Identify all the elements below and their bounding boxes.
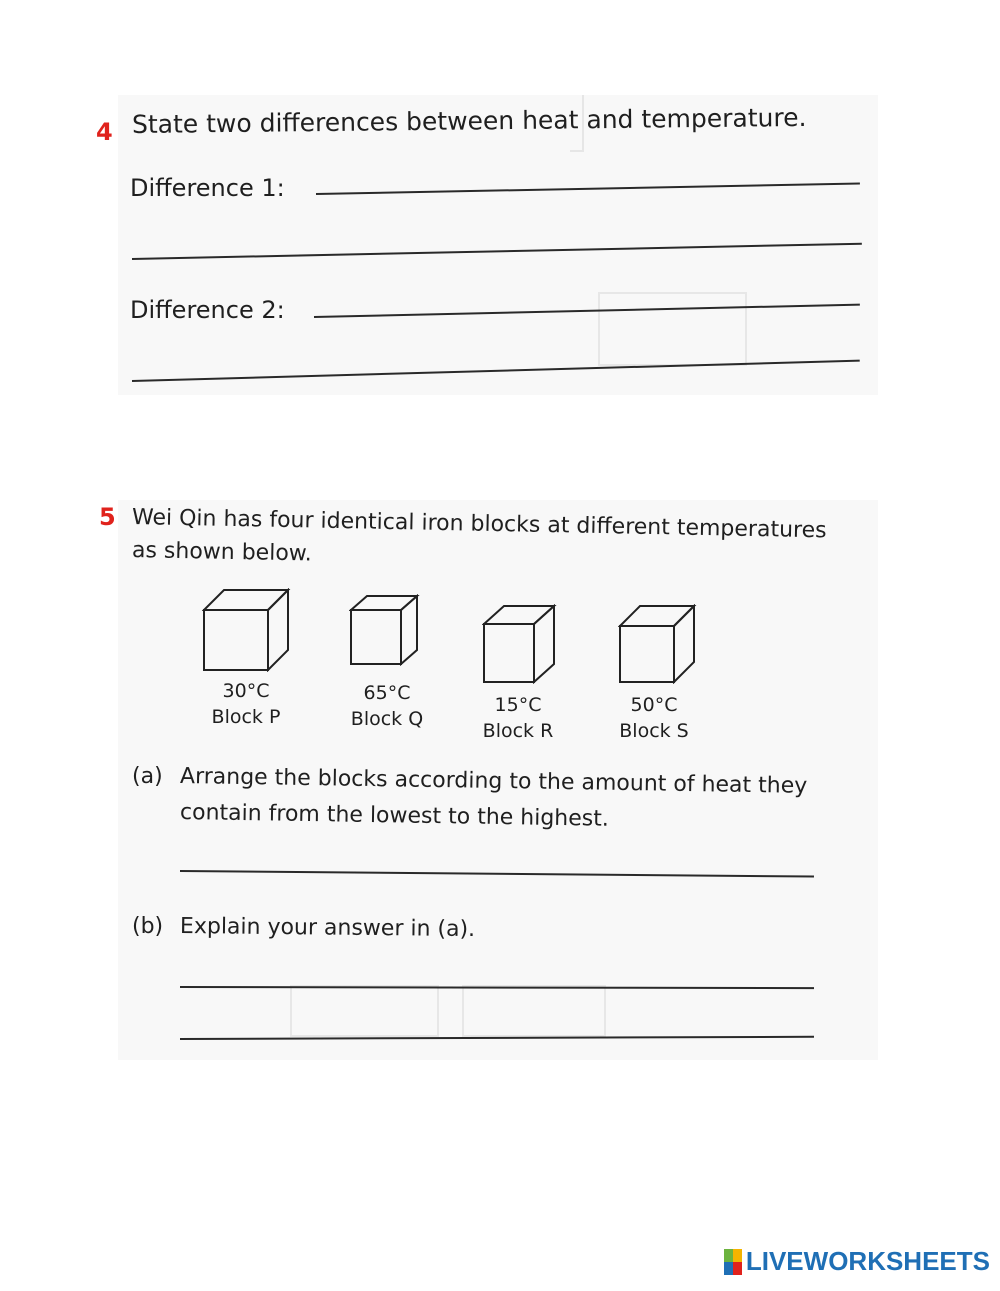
part-a-answer-input[interactable] (186, 834, 810, 870)
question-4-number: 4 (96, 118, 113, 146)
part-b-answer-input-2[interactable] (186, 1002, 810, 1038)
question-5-number: 5 (99, 503, 116, 531)
part-b-line-1: Explain your answer in (a). (179, 914, 476, 943)
difference-1-label: Difference 1: (130, 174, 285, 202)
cube-drawing (618, 604, 698, 684)
block-q-temperature: 65°C (363, 682, 411, 704)
difference-2-label: Difference 2: (130, 296, 285, 324)
block-p (196, 588, 296, 728)
liveworksheets-logo (724, 1246, 990, 1277)
block-p-temperature: 30°C (222, 680, 270, 702)
logo-text: LIVEWORKSHEETS (745, 1246, 990, 1276)
cube-drawing (349, 594, 421, 666)
logo-mark-icon (724, 1249, 742, 1275)
question-5-prompt-line-1: Wei Qin has four identical iron blocks at different temperatures (131, 505, 827, 544)
block-q (337, 594, 437, 730)
part-a-line-1: Arrange the blocks according to the amount of heat they (179, 764, 808, 799)
block-s-label: Block S (619, 720, 689, 742)
part-a-marker: (a) (132, 764, 163, 789)
cube-drawing (202, 588, 292, 672)
block-s-temperature: 50°C (630, 694, 678, 716)
cube-drawing (482, 604, 558, 684)
block-p-label: Block P (211, 706, 281, 728)
part-a-line-2: contain from the lowest to the highest. (179, 800, 610, 832)
part-b-answer-input-1[interactable] (186, 950, 810, 986)
block-q-label: Block Q (350, 708, 424, 730)
block-r-label: Block R (482, 720, 554, 742)
block-s (604, 604, 704, 742)
part-b-marker: (b) (132, 914, 164, 939)
question-4-prompt: State two differences between heat and temperature. (131, 102, 807, 139)
block-r-temperature: 15°C (494, 694, 542, 716)
question-5-prompt-line-2: as shown below. (131, 538, 312, 567)
block-r (468, 604, 568, 742)
